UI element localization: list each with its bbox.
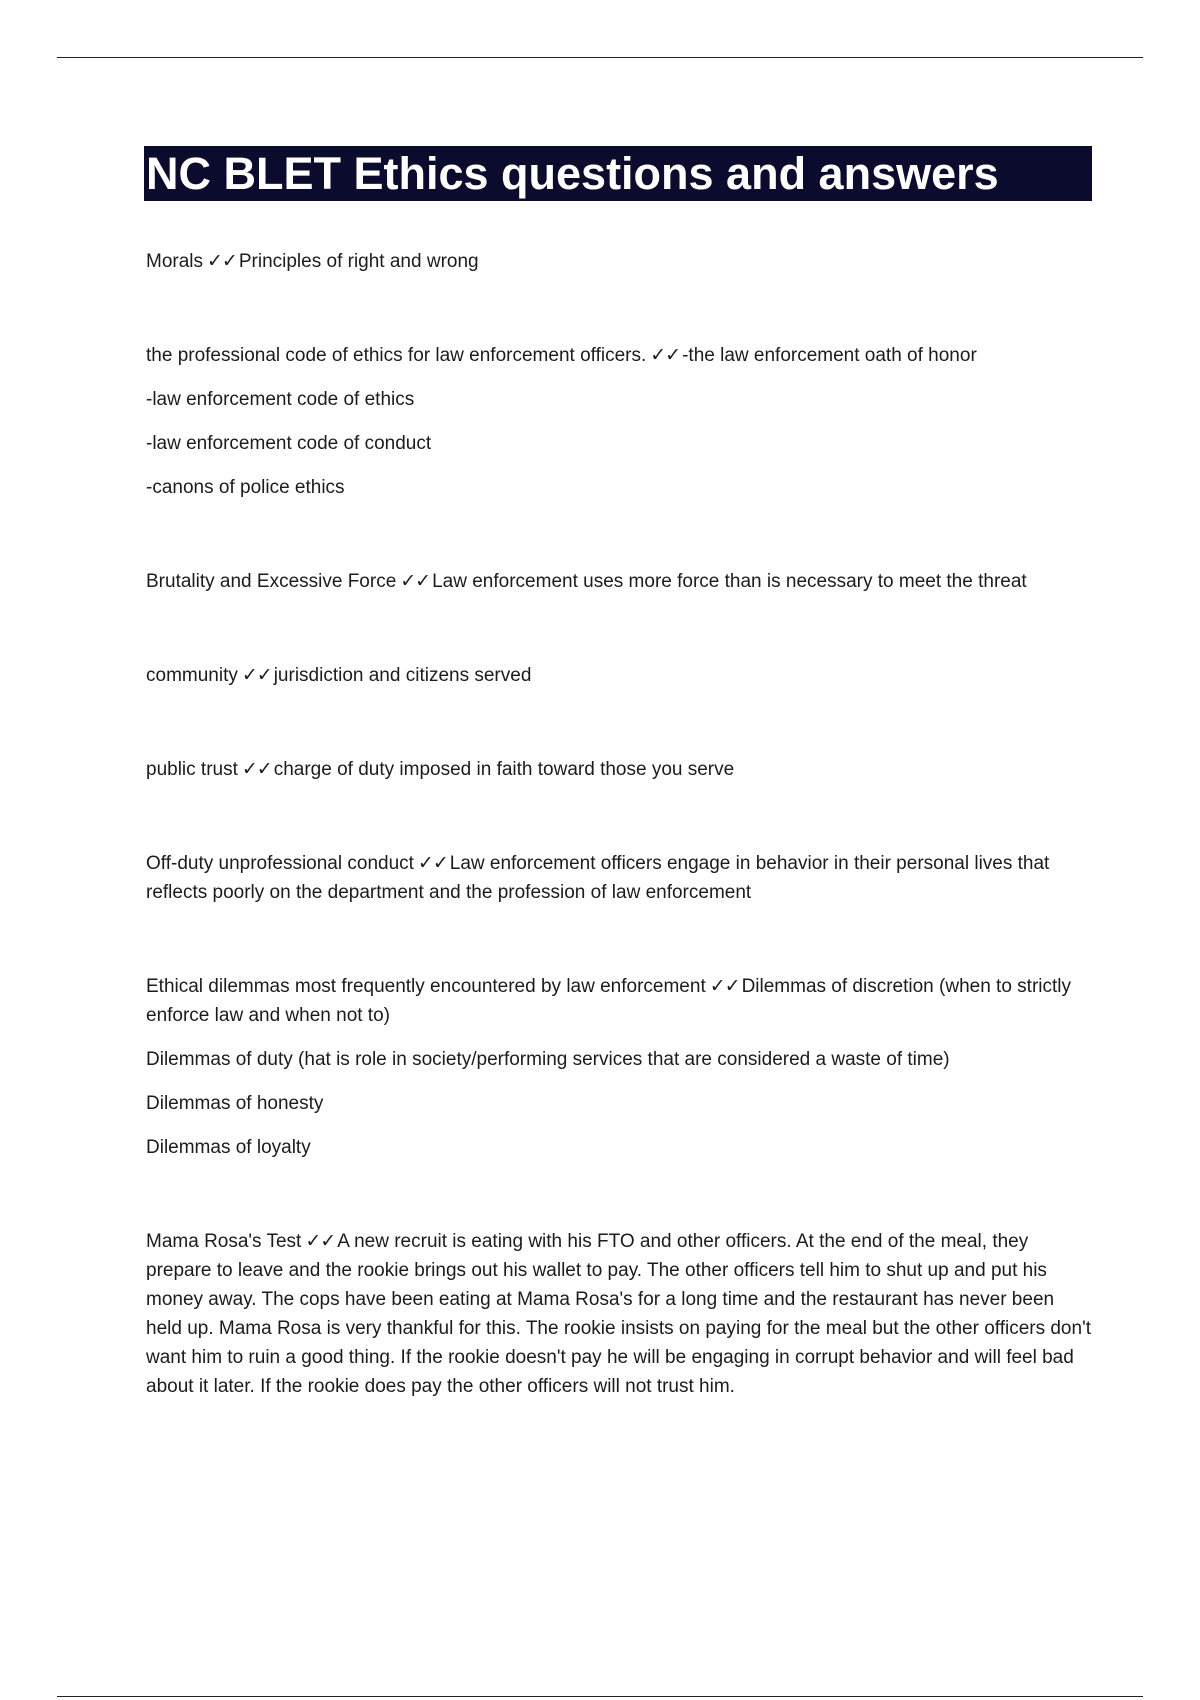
qa-line	[146, 247, 1094, 276]
question-term: Off-duty unprofessional conduct	[146, 853, 414, 874]
answer-text: charge of duty imposed in faith toward those you serve	[273, 759, 735, 780]
answer-extra-line: Dilemmas of honesty	[146, 1093, 324, 1114]
checkmark-icon: ✓✓	[709, 976, 740, 997]
qa-line	[146, 1227, 1094, 1401]
checkmark-icon: ✓✓	[305, 1231, 336, 1252]
question-term: community	[146, 665, 238, 686]
checkmark-icon: ✓✓	[207, 251, 237, 272]
question-term: Ethical dilemmas most frequently encountered by law enforcement	[146, 976, 706, 997]
answer-text: Law enforcement uses more force than is necessary to meet the threat	[432, 571, 1027, 592]
checkmark-icon: ✓✓	[650, 345, 681, 366]
top-rule	[57, 57, 1143, 58]
qa-line	[146, 661, 1094, 690]
bottom-rule	[57, 1696, 1143, 1697]
qa-entry	[146, 247, 1094, 276]
checkmark-icon: ✓✓	[400, 571, 431, 592]
qa-entry	[146, 849, 1094, 907]
checkmark-icon: ✓✓	[417, 853, 448, 874]
qa-entry	[146, 661, 1094, 690]
qa-entry	[146, 567, 1094, 596]
document-title: NC BLET Ethics questions and answers	[144, 146, 1092, 201]
answer-text: Principles of right and wrong	[238, 251, 479, 272]
answer-extra-line: -law enforcement code of ethics	[146, 389, 415, 410]
question-term: Mama Rosa's Test	[146, 1231, 302, 1252]
qa-line	[146, 972, 1094, 1030]
qa-entry	[146, 755, 1094, 784]
answer-text: Dilemmas of discretion (when to strictly enforce law and when not to)	[146, 976, 1072, 1026]
qa-line	[146, 567, 1094, 596]
answer-text: A new recruit is eating with his FTO and other officers. At the end of the meal, they prepare to leave and the rookie brings out his wallet to pay. The other officers tell him to shut up and put his money away. The cops have been eating at Mama Rosa's for a long time and the restaurant has never been held up. Mama Rosa is very thankful for this. The rookie insists on paying for the meal but the other officers don't want him to ruin a good thing. If the rookie doesn't pay he will be engaging in corrupt behavior and will feel bad about it later. If the rookie does pay the other officers will not trust him.	[146, 1231, 1091, 1397]
answer-extra-line: -canons of police ethics	[146, 477, 345, 498]
qa-entry	[146, 972, 1094, 1162]
qa-line	[146, 341, 1094, 370]
checkmark-icon: ✓✓	[241, 665, 272, 686]
question-term: Morals	[146, 251, 204, 272]
answer-extra-line: Dilemmas of loyalty	[146, 1137, 311, 1158]
qa-line	[146, 849, 1094, 907]
qa-list	[146, 247, 1094, 1466]
qa-entry	[146, 341, 1094, 502]
answer-text: -the law enforcement oath of honor	[682, 345, 977, 366]
qa-line	[146, 755, 1094, 784]
checkmark-icon: ✓✓	[241, 759, 272, 780]
answer-text: jurisdiction and citizens served	[273, 665, 532, 686]
answer-extra-line: Dilemmas of duty (hat is role in society/performing services that are considered a waste of time)	[146, 1049, 950, 1070]
question-term: public trust	[146, 759, 238, 780]
question-term: the professional code of ethics for law enforcement officers.	[146, 345, 647, 366]
question-term: Brutality and Excessive Force	[146, 571, 397, 592]
answer-extra-line: -law enforcement code of conduct	[146, 433, 432, 454]
qa-entry	[146, 1227, 1094, 1401]
answer-text: Law enforcement officers engage in behavior in their personal lives that reflects poorly on the department and the profession of law enforcement	[146, 853, 1050, 903]
